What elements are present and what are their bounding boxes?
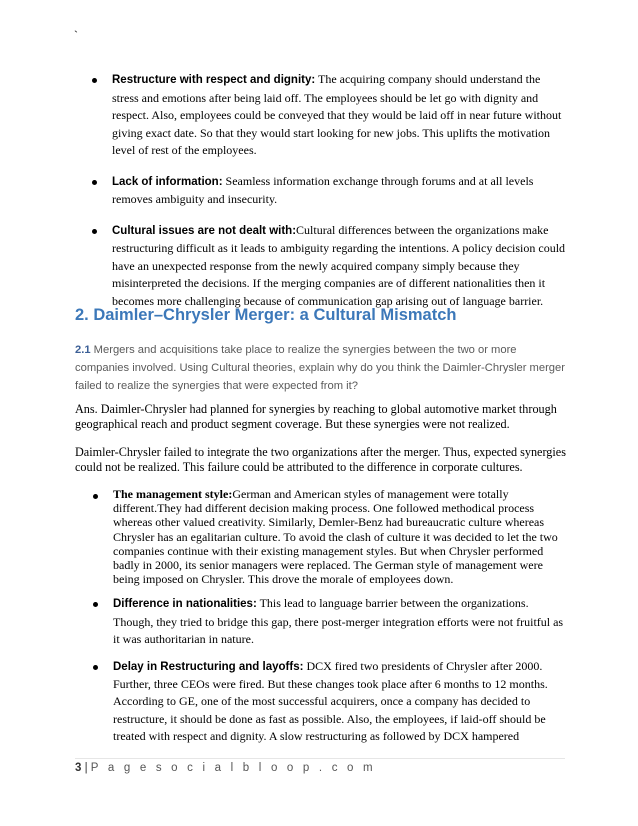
list-item xyxy=(81,658,567,746)
bullet-label: Difference in nationalities: xyxy=(113,598,257,611)
answer-paragraph-1: Ans. Daimler-Chrysler had planned for synergies by reaching to global automotive market through geographical reach and product segment coverage. But these synergies were not realized. xyxy=(75,402,557,431)
footer-divider xyxy=(75,758,565,759)
list-item xyxy=(81,595,567,648)
bullet-label: The management style: xyxy=(113,487,233,501)
bullet-separator: : xyxy=(311,74,316,86)
list-item xyxy=(80,173,566,209)
bullet-text: German and American styles of management were totally different.They had different decision making process. One followed methodical process whereas other valued creativity. Similarly, Demler-Benz had bureaucratic culture whereas Chrysler has an egalitarian culture. To avoid the clash of culture it was decided to let the two companies continue with their existing management styles. But when Chrysler performed badly in 2000, its senior managers were replaced. The German style of management were being imposed on Chrysler. This drove the morale of employees down. xyxy=(113,487,558,587)
list-item xyxy=(81,487,567,586)
bullet-text: This lead to language barrier between the organizations. Though, they tried to bridge this gap, there post-merger integration efforts were not fruitful as it was authoritarian in nature. xyxy=(113,596,564,647)
question-paragraph xyxy=(75,342,567,395)
page-number: 3 xyxy=(75,762,82,774)
list-item xyxy=(80,71,566,160)
question-text: Mergers and acquisitions take place to realize the synergies between the two or more companies involved. Using Cultural theories, explain why do you think the Daimler-Chrysler merger failed to realize the synergies that were expected from it? xyxy=(75,344,565,392)
bottom-bullet-list xyxy=(81,487,567,755)
section-heading: 2. Daimler–Chrysler Merger: a Cultural Mismatch xyxy=(75,306,457,324)
question-number: 2.1 xyxy=(75,344,91,356)
list-item xyxy=(80,222,566,311)
stray-mark: ` xyxy=(74,28,78,42)
bullet-label: Delay in Restructuring and layoffs: xyxy=(113,660,304,673)
bullet-text: Cultural differences between the organizations make restructuring difficult as it leads to ambiguity regarding the intentions. A policy decision could have an unexpected response from the newly acquired company simply because they misinterpreted the decisions. If the merging companies are of different nationalities then it becomes more challenging because of communication gap arising out of language barrier. xyxy=(112,222,566,308)
bullet-text: The acquiring company should understand the stress and emotions after being laid off. The employees should be let go with dignity and respect. Also, employees could be conveyed that they would be laid off in near future without giving exact date. So that they would start looking for new jobs. This uplifts the motivation level of rest of the employees. xyxy=(112,72,562,157)
bullet-text: Seamless information exchange through forums and at all levels removes ambiguity and insecurity. xyxy=(112,173,534,206)
bullet-label: Cultural issues are not dealt with: xyxy=(112,224,297,237)
footer-separator: | xyxy=(81,762,91,774)
bullet-text: DCX fired two presidents of Chrysler after 2000. Further, three CEOs were fired. But these changes took place after 6 months to 12 months. According to GE, one of the most successful acquirers, once a company has decided to restructure, it should be done as fast as possible. Also, the employees, if laid-off should be treated with respect and dignity. A slow restructuring as followed by DCX hampered xyxy=(113,658,548,744)
top-bullet-list xyxy=(80,71,566,323)
bullet-label: Restructure with respect and dignity xyxy=(112,74,312,86)
answer-paragraph-2: Daimler-Chrysler failed to integrate the two organizations after the merger. Thus, expected synergies could not be realized. This failure could be attributed to the difference in corporate cultures. xyxy=(75,445,566,474)
bullet-label: Lack of information: xyxy=(112,175,223,188)
page-footer xyxy=(75,762,376,774)
footer-text: P a g e s o c i a l b l o o p . c o m xyxy=(90,762,376,774)
